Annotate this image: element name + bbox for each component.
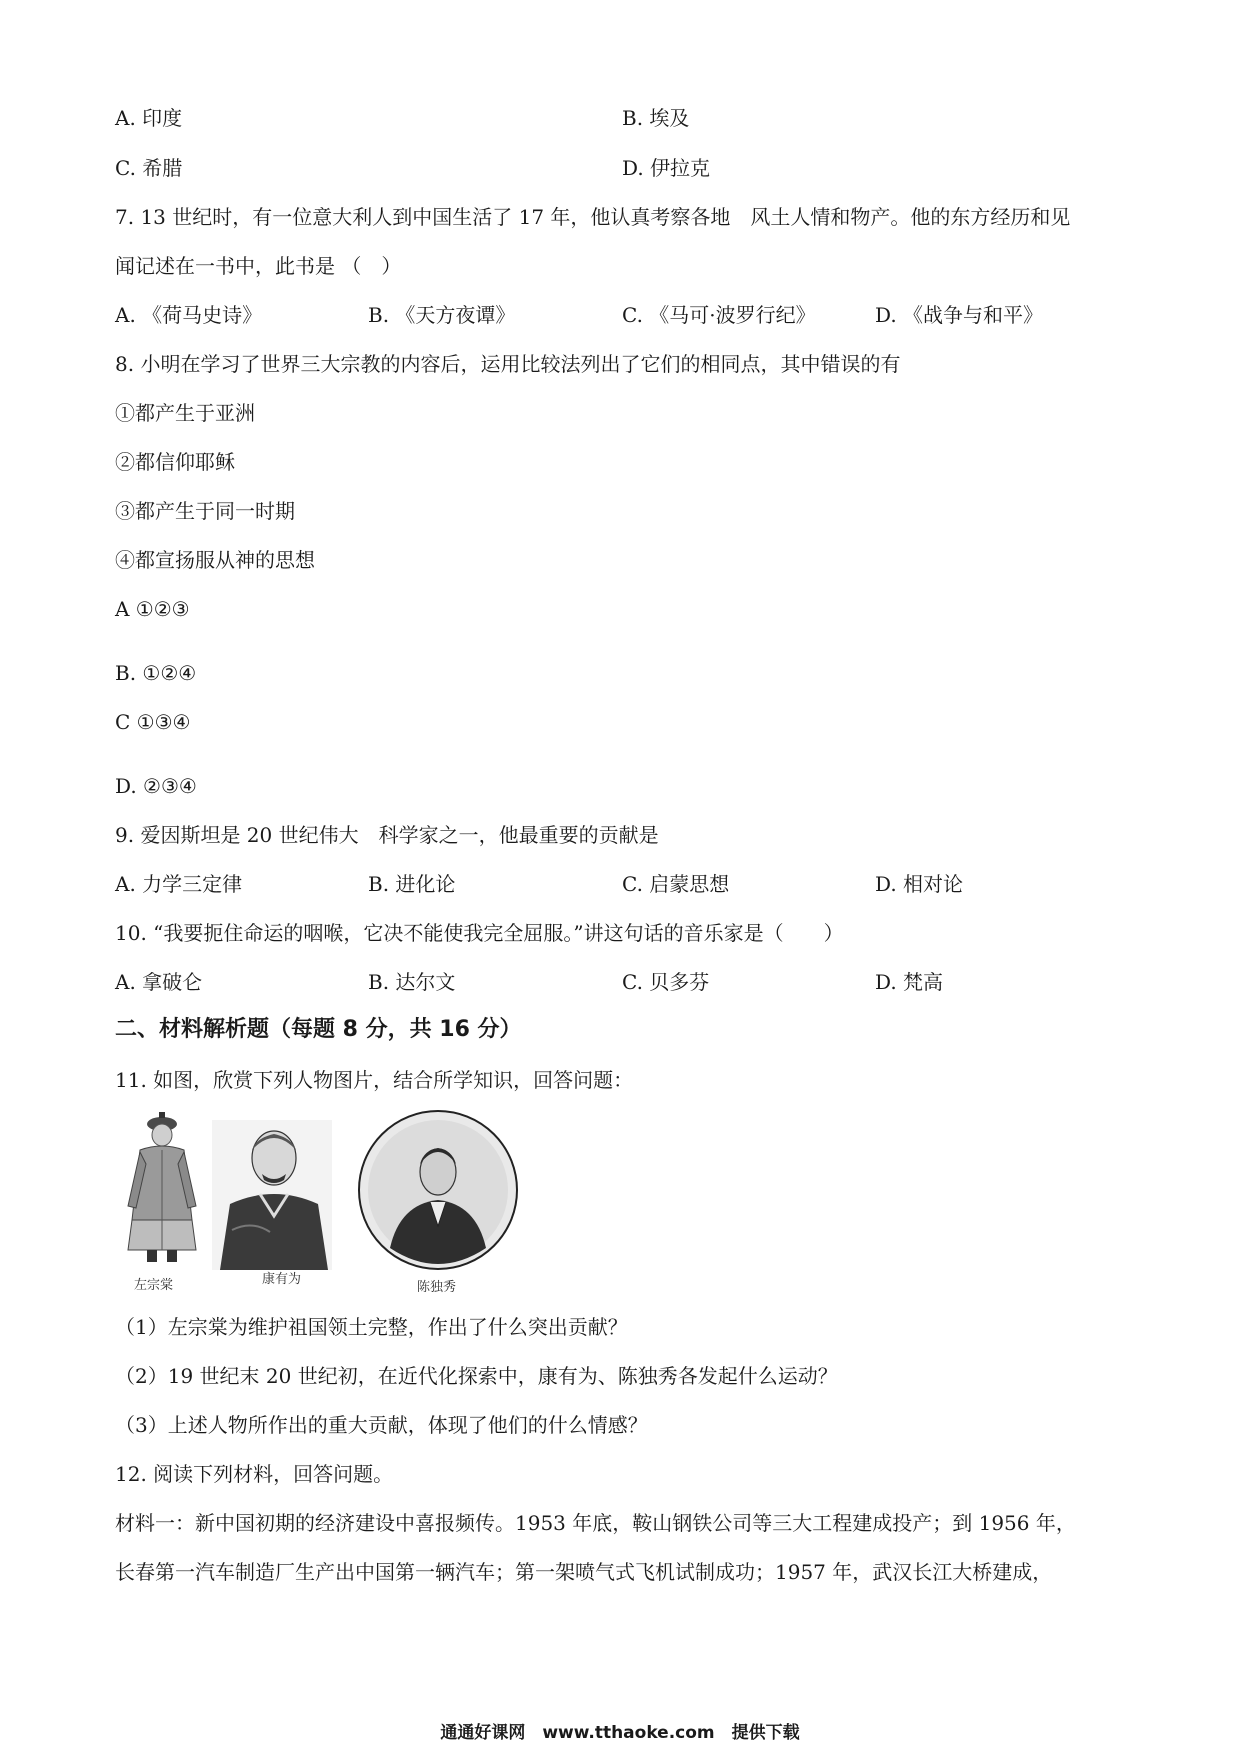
q8-stem: 8. 小明在学习了世界三大宗教的内容后，运用比较法列出了它们的相同点，其中错误的有 [115,352,901,376]
q8-item-1: ①都产生于亚洲 [115,401,255,425]
q6-option-a: A. 印度 [115,106,183,130]
q8-option-c: C ①③④ [115,710,191,734]
q12-stem: 12. 阅读下列材料，回答问题。 [115,1462,394,1486]
q9-stem: 9. 爱因斯坦是 20 世纪伟大 科学家之一，他最重要的贡献是 [115,823,659,847]
q6-option-d: D. 伊拉克 [622,156,711,180]
q10-option-d: D. 梵高 [875,970,944,994]
q10-option-c: C. 贝多芬 [622,970,710,994]
q7-stem-line1: 7. 13 世纪时，有一位意大利人到中国生活了 17 年，他认真考察各地 风土人情和物产。他的东方经历和见 [115,205,1071,229]
q7-stem-line2: 闻记述在一书中，此书是 （ ） [115,254,402,278]
q8-item-3: ③都产生于同一时期 [115,499,295,523]
q10-option-b: B. 达尔文 [368,970,456,994]
q8-item-4: ④都宣扬服从神的思想 [115,548,315,572]
caption-zuo-zongtang: 左宗棠 [134,1278,174,1293]
q10-stem: 10. “我要扼住命运的咽喉，它决不能使我完全屈服。”讲这句话的音乐家是（ ） [115,921,844,945]
portrait-zuo-zongtang [112,1108,212,1268]
q7-option-c: C. 《马可·波罗行纪》 [622,303,816,327]
q8-option-d: D. ②③④ [115,774,197,798]
q11-stem: 11. 如图，欣赏下列人物图片，结合所学知识，回答问题： [115,1068,634,1092]
q8-option-a: A ①②③ [115,597,190,621]
q11-sub3: （3）上述人物所作出的重大贡献，体现了他们的什么情感？ [115,1413,648,1437]
portrait-kang-youwei [212,1120,332,1270]
q7-option-d: D. 《战争与和平》 [875,303,1044,327]
q9-option-b: B. 进化论 [368,872,456,896]
page-footer: 通通好课网 www.tthaoke.com 提供下载 [440,1723,800,1743]
q11-sub1: （1）左宗棠为维护祖国领土完整，作出了什么突出贡献？ [115,1315,628,1339]
section2-title: 二、材料解析题（每题 8 分，共 16 分） [115,1017,522,1042]
q6-option-b: B. 埃及 [622,106,690,130]
portrait-chen-duxiu [356,1108,520,1272]
q11-sub2: （2）19 世纪末 20 世纪初，在近代化探索中，康有为、陈独秀各发起什么运动？ [115,1364,838,1388]
q12-material-line2: 长春第一汽车制造厂生产出中国第一辆汽车；第一架喷气式飞机试制成功；1957 年，武汉长江大桥建成， [115,1560,1053,1584]
caption-kang-youwei: 康有为 [262,1272,302,1287]
q7-option-b: B. 《天方夜谭》 [368,303,516,327]
q9-option-d: D. 相对论 [875,872,964,896]
q12-material-line1: 材料一：新中国初期的经济建设中喜报频传。1953 年底，鞍山钢铁公司等三大工程建成投产；到 1956 年， [115,1511,1076,1535]
q8-item-2: ②都信仰耶稣 [115,450,235,474]
q8-option-b: B. ①②④ [115,661,197,685]
q9-option-a: A. 力学三定律 [115,872,243,896]
q9-option-c: C. 启蒙思想 [622,872,730,896]
q10-option-a: A. 拿破仑 [115,970,203,994]
portrait-figure [112,1108,522,1294]
q6-option-c: C. 希腊 [115,156,183,180]
q7-option-a: A. 《荷马史诗》 [115,303,263,327]
caption-chen-duxiu: 陈独秀 [417,1280,457,1295]
